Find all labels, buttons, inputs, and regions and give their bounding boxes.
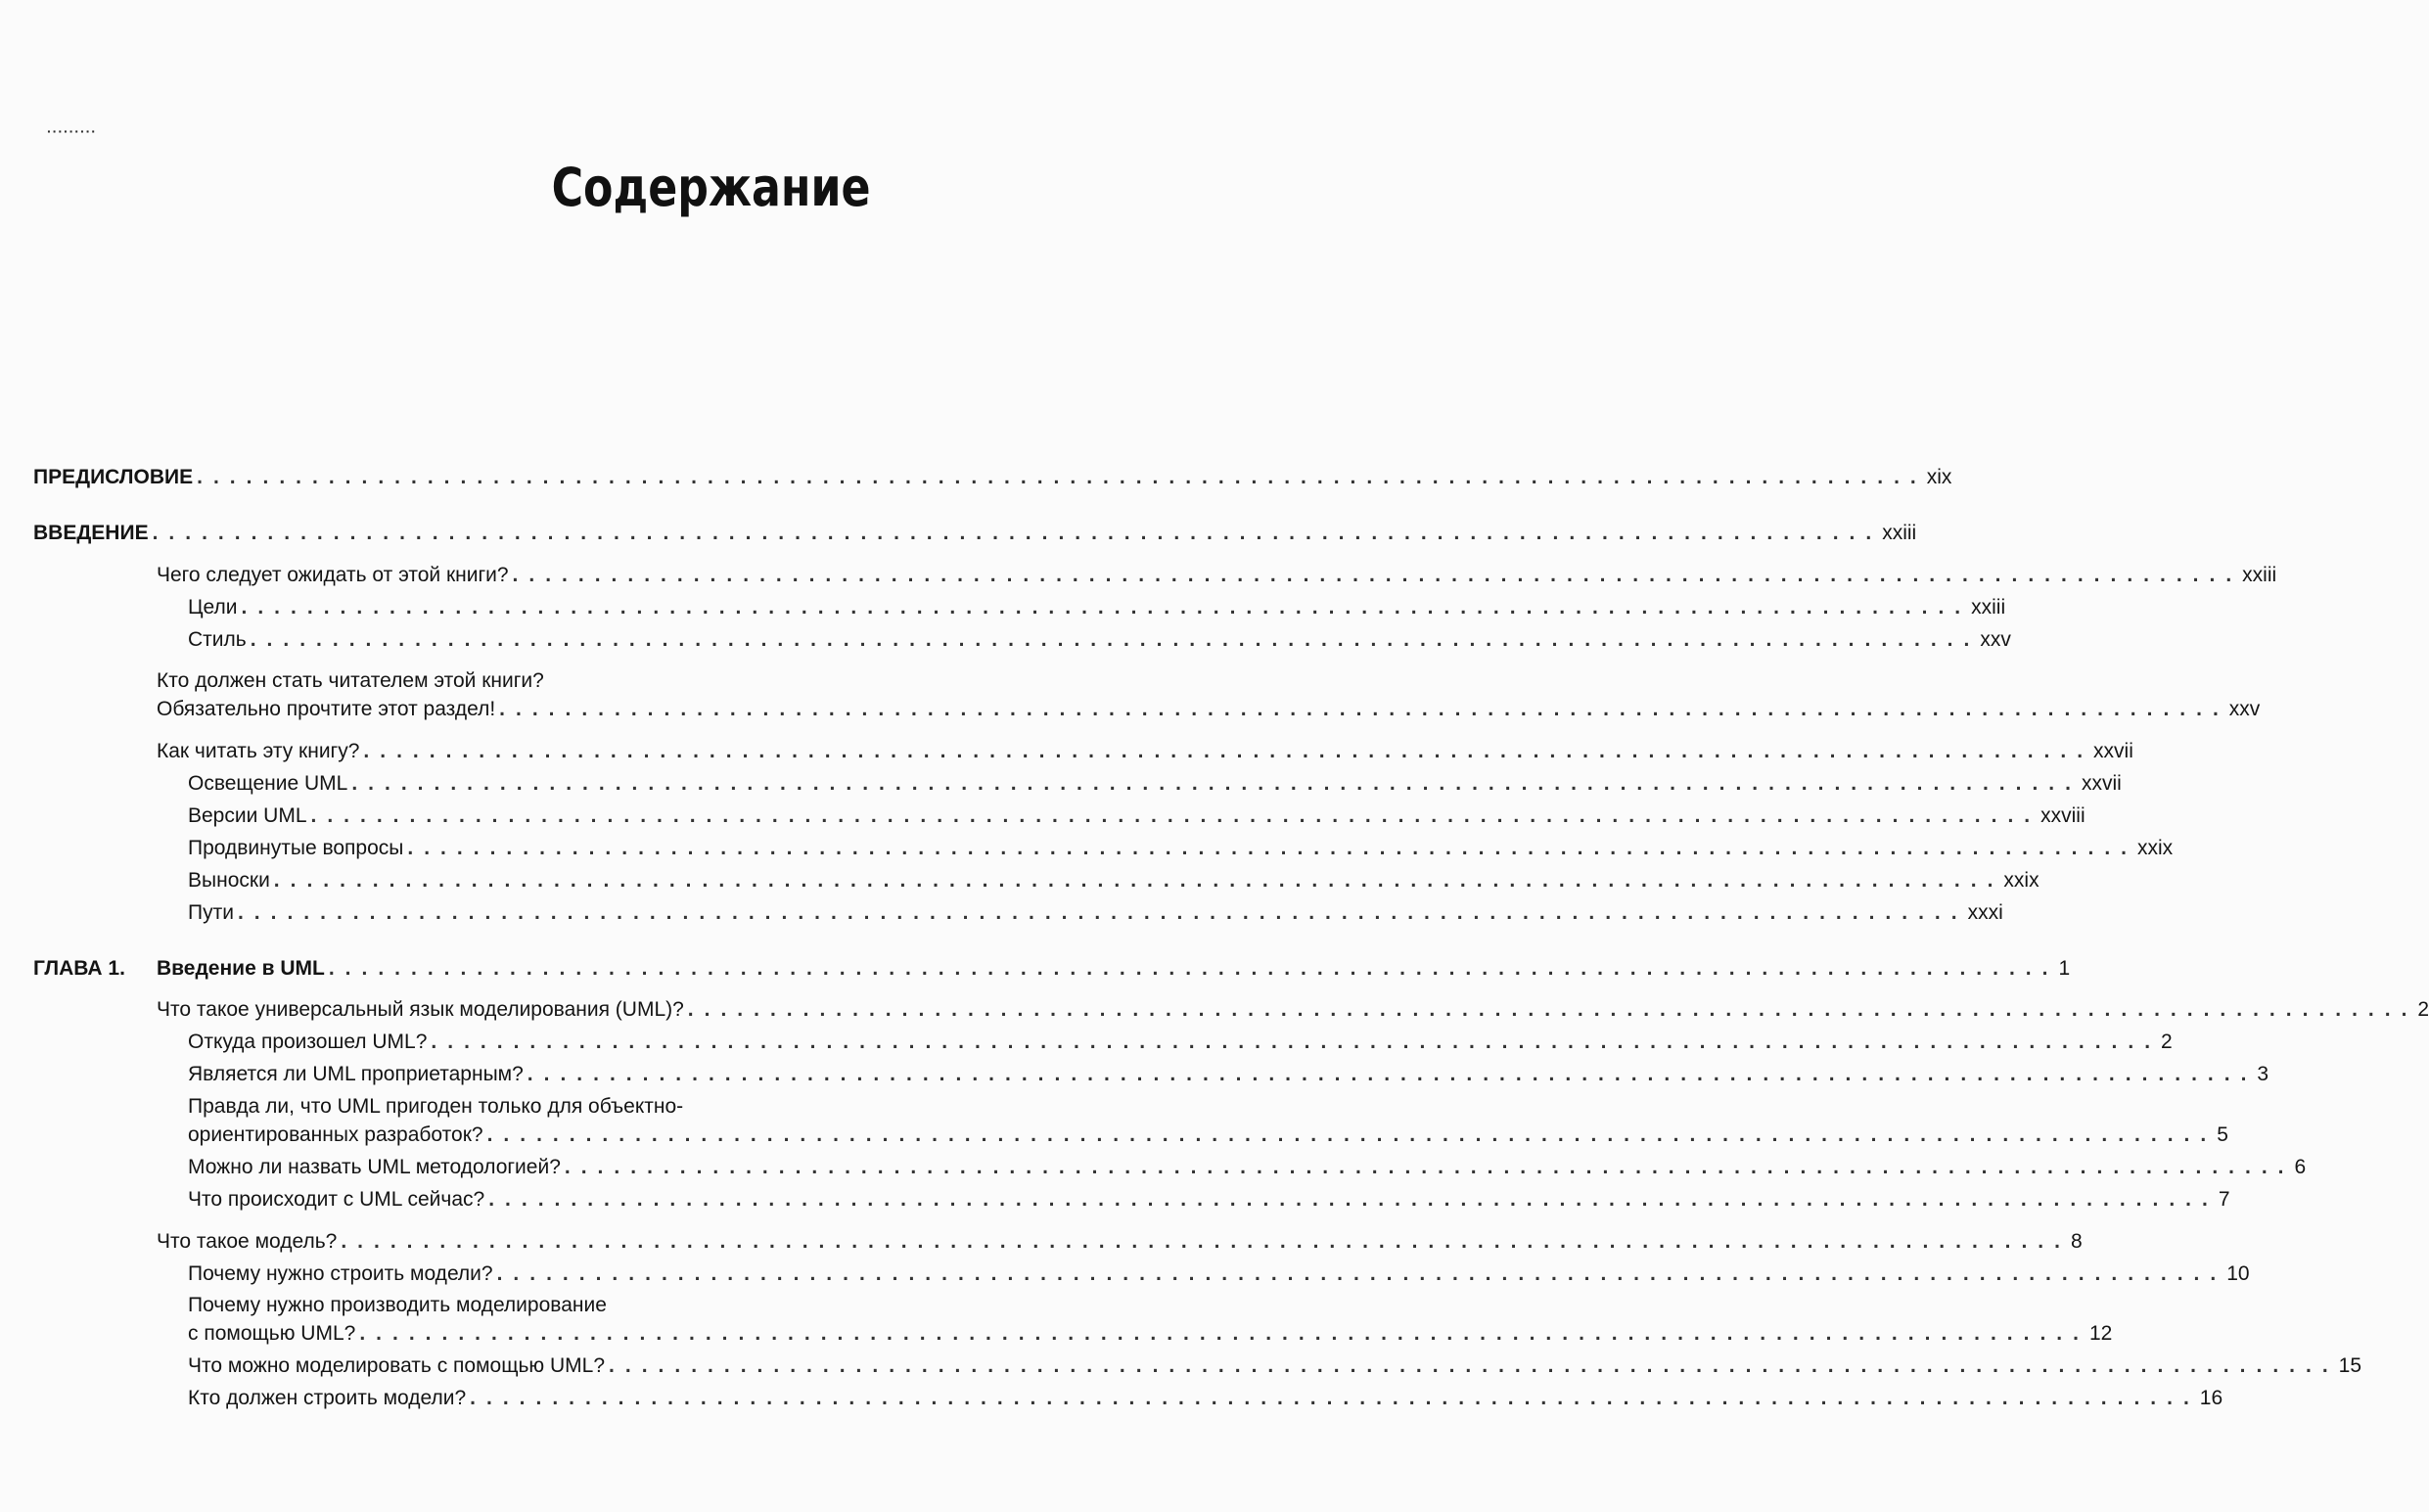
toc-page-number: xxv	[1980, 628, 2011, 651]
leader-dots: .........................................................................................................	[512, 564, 2243, 586]
toc-page-number: 15	[2338, 1354, 2362, 1377]
toc-page-number: 12	[2088, 1322, 2113, 1345]
toc-entry-title: Продвинутые вопросы	[188, 837, 407, 860]
toc-page-number: xxviii	[2040, 804, 2085, 827]
toc-page-number: xxxi	[1967, 901, 2003, 924]
toc-entry[interactable]	[188, 1063, 2269, 1086]
toc-page-number: 7	[2218, 1188, 2230, 1211]
toc-entry-title: Кто должен строить модели?	[188, 1387, 470, 1410]
toc-page-number: xxiii	[1971, 596, 2006, 619]
toc-entry[interactable]	[188, 1188, 2230, 1212]
leader-dots: .........................................................................................................	[407, 837, 2138, 859]
leader-dots: .........................................................................................................	[359, 1322, 2089, 1345]
toc-entry[interactable]	[188, 628, 2011, 652]
toc-entry-title: Как читать эту книгу?	[157, 740, 363, 763]
leader-dots: .........................................................................................................	[273, 869, 2004, 892]
toc-page-number: 6	[2294, 1156, 2307, 1178]
toc-entry-line[interactable]: Правда ли, что UML пригоден только для объектно-	[188, 1095, 684, 1118]
corner-marker: ·········	[47, 123, 97, 139]
toc-entry[interactable]	[157, 698, 2261, 721]
toc-entry-title: Версии UML	[188, 804, 311, 828]
leader-dots: .........................................................................................................	[197, 466, 1927, 488]
leader-dots: .........................................................................................................	[351, 772, 2082, 795]
toc-entry-title: Почему нужно строить модели?	[188, 1262, 497, 1286]
toc-entry-title: Можно ли назвать UML методологией?	[188, 1156, 565, 1179]
leader-dots: .........................................................................................................	[470, 1387, 2200, 1409]
toc-entry[interactable]	[188, 869, 2039, 893]
toc-entry[interactable]	[188, 596, 2006, 619]
toc-entry-preface[interactable]	[33, 466, 1952, 489]
toc-entry-title: ВВЕДЕНИЕ	[33, 522, 153, 545]
toc-entry-title: Является ли UML проприетарным?	[188, 1063, 527, 1086]
toc-page-number: xix	[1926, 466, 1952, 488]
toc-entry[interactable]	[188, 1387, 2223, 1410]
toc-entry-title: Чего следует ожидать от этой книги?	[157, 564, 513, 587]
toc-entry-chapter-1[interactable]	[157, 957, 2071, 981]
toc-entry[interactable]	[188, 1031, 2173, 1054]
toc-entry-title: Выноски	[188, 869, 274, 893]
toc-entry[interactable]	[188, 1354, 2362, 1378]
toc-entry-introduction[interactable]	[33, 522, 1917, 545]
toc-entry-title: ориентированных разработок?	[188, 1123, 487, 1147]
toc-entry[interactable]	[188, 837, 2174, 860]
toc-page-number: 8	[2070, 1230, 2083, 1253]
toc-entry-title: ПРЕДИСЛОВИЕ	[33, 466, 197, 489]
toc-page-number: 16	[2199, 1387, 2223, 1409]
toc-entry-title: Освещение UML	[188, 772, 351, 796]
leader-dots: .........................................................................................................	[496, 1262, 2227, 1285]
leader-dots: .........................................................................................................	[499, 698, 2229, 720]
toc-page-number: xxix	[2137, 837, 2174, 859]
toc-page-number: 10	[2226, 1262, 2250, 1285]
toc-entry[interactable]	[188, 901, 2003, 925]
toc-entry-title: Обязательно прочтите этот раздел!	[157, 698, 499, 721]
leader-dots: .........................................................................................................	[363, 740, 2094, 762]
toc-entry[interactable]	[188, 1262, 2250, 1286]
toc-page-number: 2	[2417, 998, 2429, 1021]
toc-page-number: 3	[2257, 1063, 2269, 1085]
leader-dots: .........................................................................................................	[687, 998, 2418, 1021]
toc-entry-line[interactable]: Почему нужно производить моделирование	[188, 1294, 607, 1316]
chapter-label: ГЛАВА 1.	[33, 957, 125, 980]
leader-dots: .........................................................................................................	[564, 1156, 2295, 1178]
leader-dots: .........................................................................................................	[431, 1031, 2162, 1053]
toc-entry[interactable]	[188, 804, 2085, 828]
leader-dots: .........................................................................................................	[486, 1123, 2218, 1146]
toc-page-number: xxvii	[2093, 740, 2133, 762]
toc-entry[interactable]	[188, 1322, 2113, 1346]
page-title: Содержание	[551, 157, 871, 218]
toc-entry[interactable]	[188, 1156, 2307, 1179]
toc-entry-title: с помощью UML?	[188, 1322, 359, 1346]
toc-page-number: 1	[2058, 957, 2071, 980]
toc-entry-title: Пути	[188, 901, 238, 925]
toc-page-number: 5	[2217, 1123, 2228, 1146]
toc-entry[interactable]	[157, 1230, 2083, 1254]
leader-dots: .........................................................................................................	[341, 1230, 2071, 1253]
toc-entry-title: Что такое универсальный язык моделирования (UML)?	[157, 998, 688, 1022]
leader-dots: .........................................................................................................	[237, 901, 1968, 924]
leader-dots: .........................................................................................................	[488, 1188, 2219, 1211]
toc-entry-title: Введение в UML	[157, 957, 329, 981]
leader-dots: .........................................................................................................	[609, 1354, 2339, 1377]
toc-page-number: 2	[2161, 1031, 2173, 1053]
toc-page-number: xxv	[2228, 698, 2261, 720]
toc-entry-title: Что можно моделировать с помощью UML?	[188, 1354, 609, 1378]
toc-entry[interactable]	[157, 564, 2277, 587]
leader-dots: .........................................................................................................	[527, 1063, 2258, 1085]
toc-entry-line[interactable]: Кто должен стать читателем этой книги?	[157, 669, 544, 692]
leader-dots: .........................................................................................................	[241, 596, 1972, 619]
toc-page-number: xxix	[2003, 869, 2039, 892]
toc-page-number: xxiii	[2242, 564, 2277, 586]
toc-entry-title: Стиль	[188, 628, 251, 652]
toc-entry-title: Что происходит с UML сейчас?	[188, 1188, 488, 1212]
leader-dots: .........................................................................................................	[310, 804, 2041, 827]
toc-page-number: xxiii	[1882, 522, 1917, 544]
toc-entry[interactable]	[157, 740, 2133, 763]
leader-dots: .........................................................................................................	[152, 522, 1883, 544]
toc-entry[interactable]	[188, 1123, 2228, 1147]
toc-entry[interactable]	[188, 772, 2122, 796]
toc-entry[interactable]	[157, 998, 2429, 1022]
toc-entry-title: Откуда произошел UML?	[188, 1031, 431, 1054]
leader-dots: .........................................................................................................	[250, 628, 1981, 651]
toc-page-number: xxvii	[2081, 772, 2122, 795]
leader-dots: .........................................................................................................	[328, 957, 2059, 980]
toc-entry-title: Что такое модель?	[157, 1230, 341, 1254]
toc-entry-title: Цели	[188, 596, 242, 619]
